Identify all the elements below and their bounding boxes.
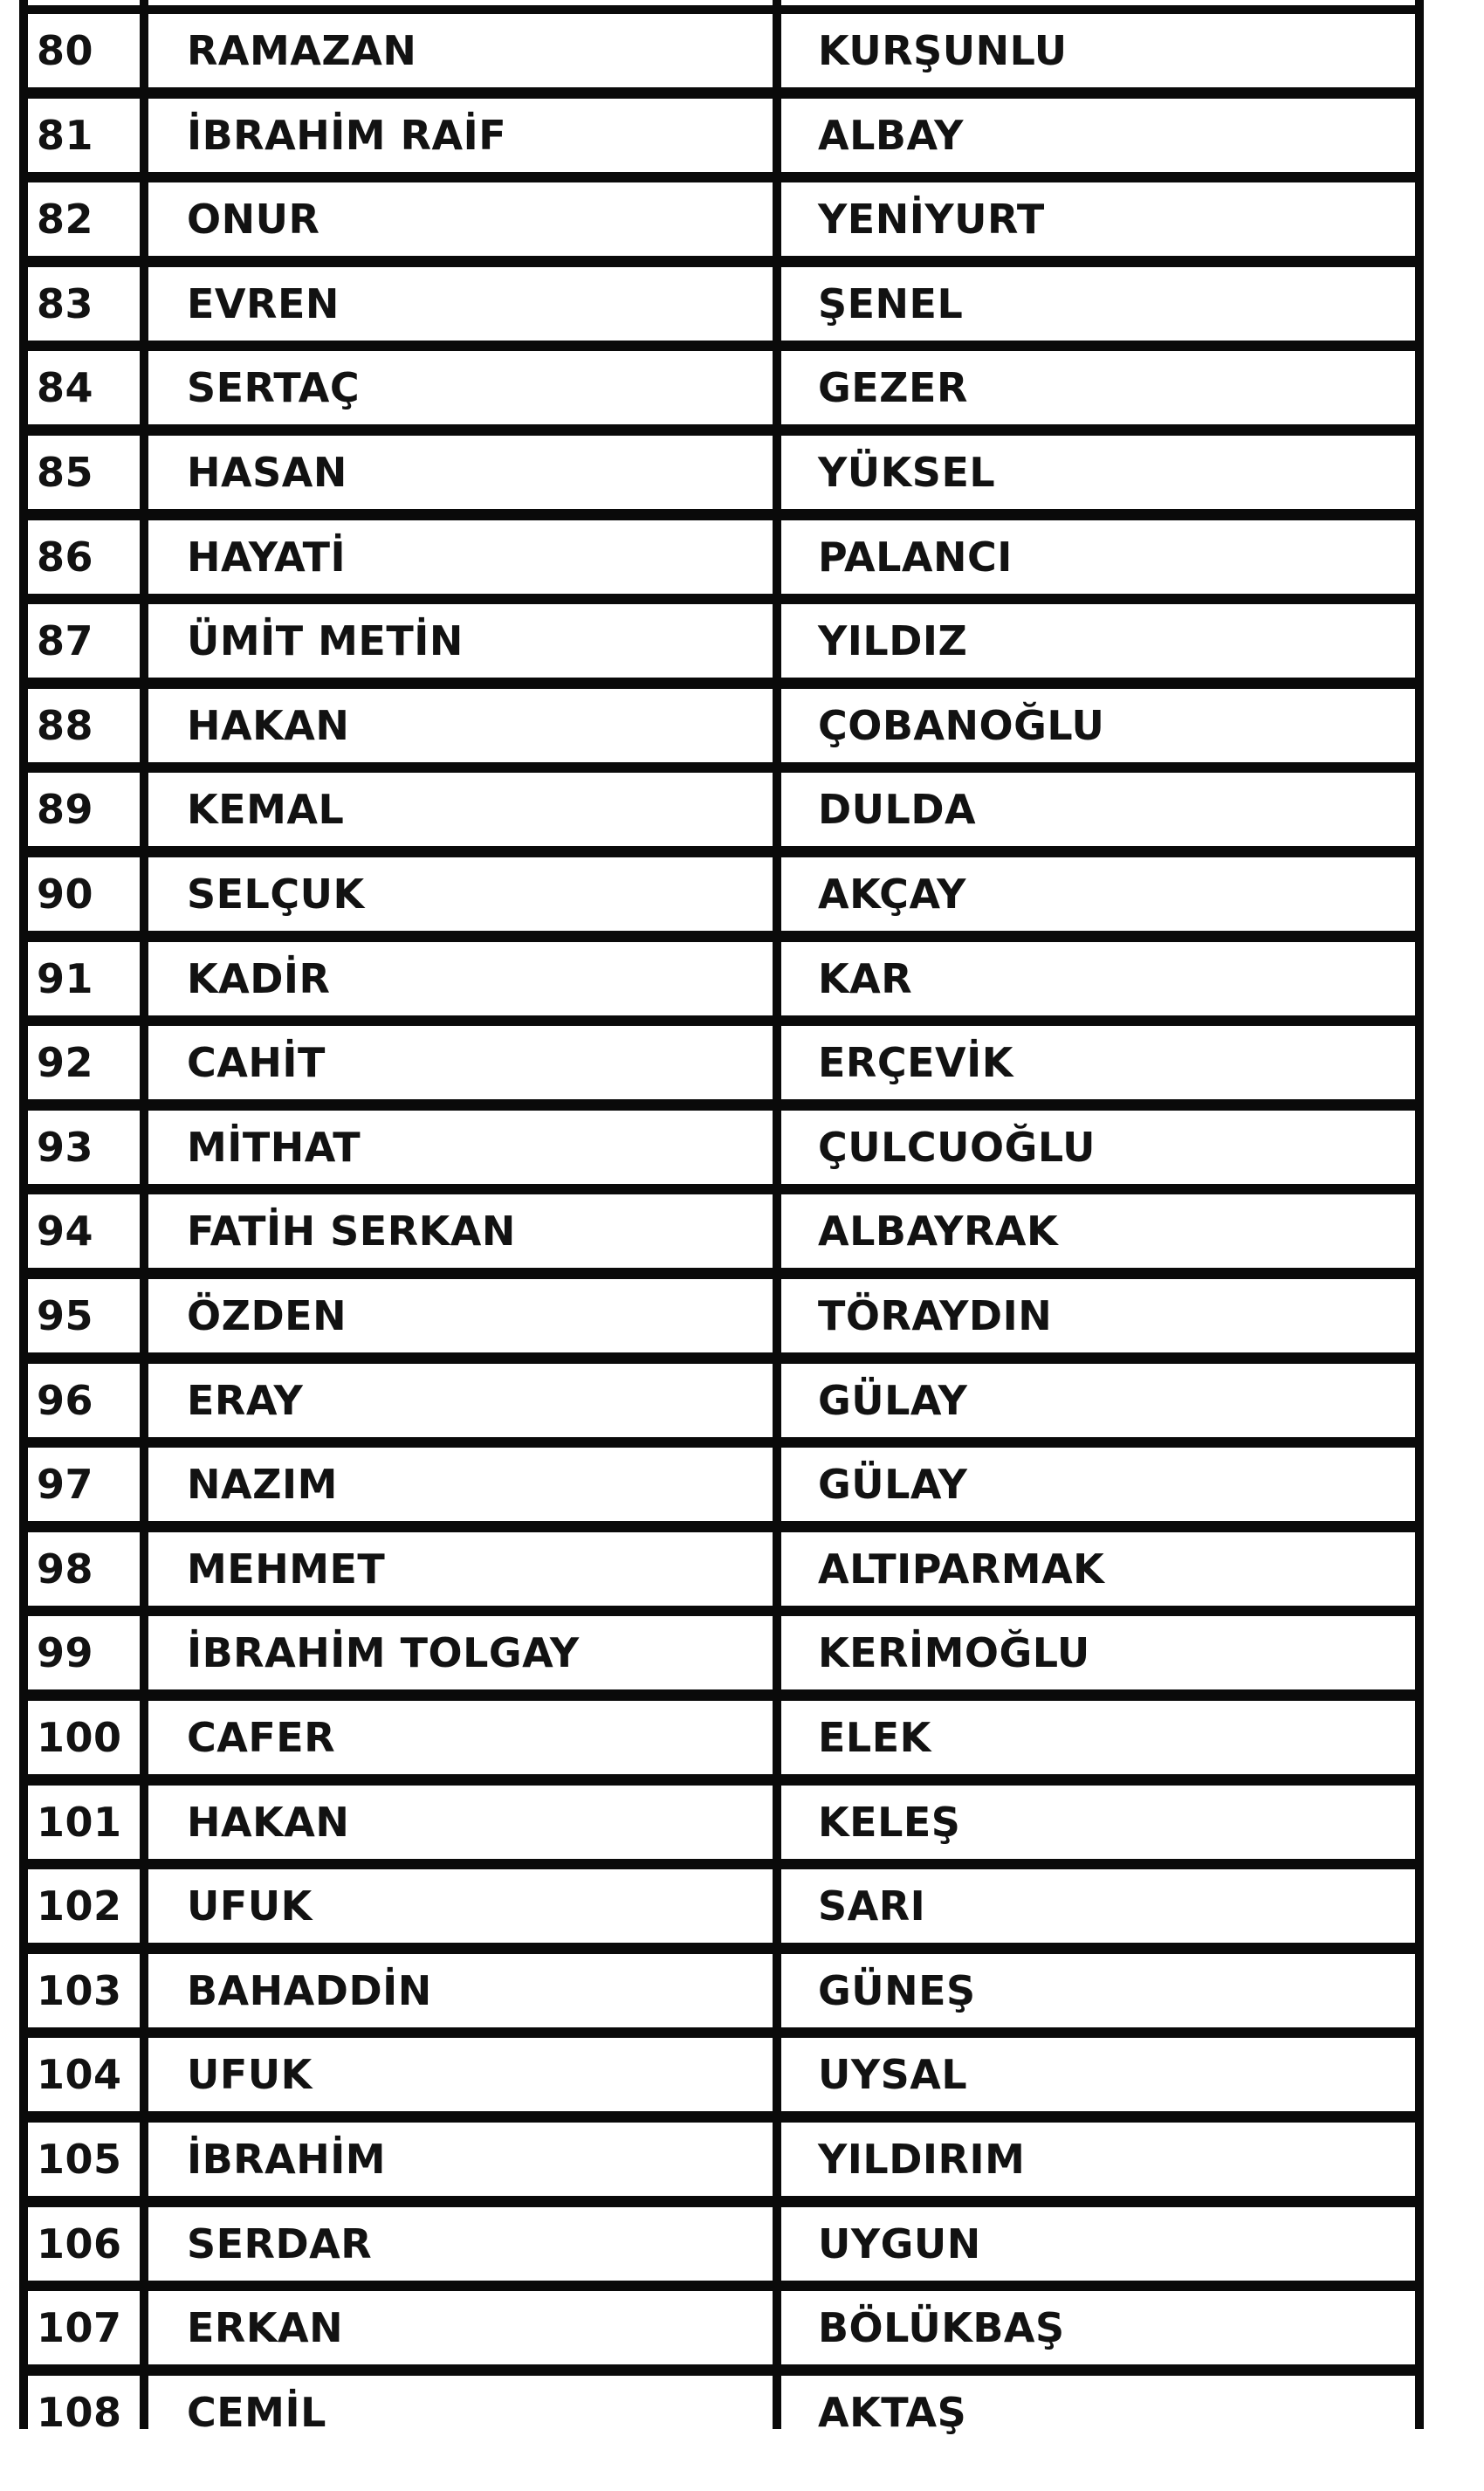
row-number-cell: 107 bbox=[28, 2291, 140, 2364]
last-name-cell: ÇULCUOĞLU bbox=[781, 1111, 1415, 1184]
first-name-cell: CAFER bbox=[148, 1701, 773, 1774]
row-number-cell: 80 bbox=[28, 14, 140, 87]
last-name-cell: ERÇEVİK bbox=[781, 1026, 1415, 1099]
row-number-cell: 97 bbox=[28, 1448, 140, 1521]
last-name-cell: DULDA bbox=[781, 773, 1415, 846]
table-row bbox=[19, 2291, 1424, 2375]
last-name-cell: UYGUN bbox=[781, 2207, 1415, 2281]
table-row bbox=[19, 1786, 1424, 1869]
last-name-cell: AKTAŞ bbox=[781, 2376, 1415, 2449]
first-name-cell: KEMAL bbox=[148, 773, 773, 846]
last-name-cell: KAR bbox=[781, 942, 1415, 1015]
table-row bbox=[19, 689, 1424, 773]
row-number-cell: 104 bbox=[28, 2038, 140, 2111]
first-name-cell: SERTAÇ bbox=[148, 351, 773, 424]
table-row bbox=[19, 942, 1424, 1026]
last-name-cell: KELEŞ bbox=[781, 1786, 1415, 1859]
last-name-cell: YILDIRIM bbox=[781, 2123, 1415, 2196]
row-number-cell: 90 bbox=[28, 857, 140, 931]
row-number-cell: 105 bbox=[28, 2123, 140, 2196]
first-name-cell: KADİR bbox=[148, 942, 773, 1015]
row-number-cell: 89 bbox=[28, 773, 140, 846]
row-number-cell: 85 bbox=[28, 436, 140, 509]
table-row bbox=[19, 1279, 1424, 1363]
first-name-cell: SELÇUK bbox=[148, 857, 773, 931]
row-number-cell: 95 bbox=[28, 1279, 140, 1352]
table-row bbox=[19, 182, 1424, 266]
row-number-cell: 93 bbox=[28, 1111, 140, 1184]
top-partial-cell bbox=[781, 0, 1415, 5]
table-row bbox=[19, 2038, 1424, 2122]
name-list-table bbox=[19, 0, 1424, 2436]
first-name-cell: BAHADDİN bbox=[148, 1954, 773, 2027]
row-number-cell: 83 bbox=[28, 267, 140, 341]
last-name-cell: AKÇAY bbox=[781, 857, 1415, 931]
first-name-cell: CAHİT bbox=[148, 1026, 773, 1099]
last-name-cell: TÖRAYDIN bbox=[781, 1279, 1415, 1352]
first-name-cell: NAZIM bbox=[148, 1448, 773, 1521]
last-name-cell: SARI bbox=[781, 1869, 1415, 1943]
row-number-cell: 106 bbox=[28, 2207, 140, 2281]
first-name-cell: RAMAZAN bbox=[148, 14, 773, 87]
table-row bbox=[19, 1364, 1424, 1448]
row-number-cell: 81 bbox=[28, 99, 140, 172]
first-name-cell: UFUK bbox=[148, 1869, 773, 1943]
first-name-cell: SERDAR bbox=[148, 2207, 773, 2281]
first-name-cell: ONUR bbox=[148, 182, 773, 256]
first-name-cell: İBRAHİM RAİF bbox=[148, 99, 773, 172]
table-row bbox=[19, 99, 1424, 182]
last-name-cell: YENİYURT bbox=[781, 182, 1415, 256]
row-number-cell: 88 bbox=[28, 689, 140, 762]
last-name-cell: GÜLAY bbox=[781, 1364, 1415, 1437]
row-number-cell: 94 bbox=[28, 1194, 140, 1268]
row-number-cell: 82 bbox=[28, 182, 140, 256]
last-name-cell: ALBAYRAK bbox=[781, 1194, 1415, 1268]
top-partial-cell bbox=[148, 0, 773, 5]
first-name-cell: MİTHAT bbox=[148, 1111, 773, 1184]
last-name-cell: KURŞUNLU bbox=[781, 14, 1415, 87]
row-number-cell: 103 bbox=[28, 1954, 140, 2027]
first-name-cell: UFUK bbox=[148, 2038, 773, 2111]
table-row bbox=[19, 1532, 1424, 1616]
row-number-cell: 87 bbox=[28, 604, 140, 678]
table-row bbox=[19, 1111, 1424, 1194]
table-row bbox=[19, 2123, 1424, 2206]
table-row bbox=[19, 2207, 1424, 2291]
first-name-cell: CEMİL bbox=[148, 2376, 773, 2449]
row-number-cell: 86 bbox=[28, 520, 140, 594]
last-name-cell: YÜKSEL bbox=[781, 436, 1415, 509]
last-name-cell: PALANCI bbox=[781, 520, 1415, 594]
table-row bbox=[19, 14, 1424, 98]
first-name-cell: İBRAHİM bbox=[148, 2123, 773, 2196]
last-name-cell: GÜLAY bbox=[781, 1448, 1415, 1521]
last-name-cell: ALBAY bbox=[781, 99, 1415, 172]
last-name-cell: GEZER bbox=[781, 351, 1415, 424]
last-name-cell: ÇOBANOĞLU bbox=[781, 689, 1415, 762]
table-row bbox=[19, 857, 1424, 941]
table-row bbox=[19, 1616, 1424, 1700]
last-name-cell: KERİMOĞLU bbox=[781, 1616, 1415, 1689]
first-name-cell: İBRAHİM TOLGAY bbox=[148, 1616, 773, 1689]
last-name-cell: UYSAL bbox=[781, 2038, 1415, 2111]
last-name-cell: GÜNEŞ bbox=[781, 1954, 1415, 2027]
first-name-cell: HASAN bbox=[148, 436, 773, 509]
row-number-cell: 101 bbox=[28, 1786, 140, 1859]
last-name-cell: YILDIZ bbox=[781, 604, 1415, 678]
row-number-cell: 92 bbox=[28, 1026, 140, 1099]
row-number-cell: 91 bbox=[28, 942, 140, 1015]
row-number-cell: 100 bbox=[28, 1701, 140, 1774]
row-number-cell: 99 bbox=[28, 1616, 140, 1689]
last-name-cell: ALTIPARMAK bbox=[781, 1532, 1415, 1606]
first-name-cell: EVREN bbox=[148, 267, 773, 341]
table-row bbox=[19, 1954, 1424, 2038]
last-name-cell: ELEK bbox=[781, 1701, 1415, 1774]
first-name-cell: MEHMET bbox=[148, 1532, 773, 1606]
top-partial-cell bbox=[28, 0, 140, 5]
first-name-cell: FATİH SERKAN bbox=[148, 1194, 773, 1268]
table-row bbox=[19, 436, 1424, 520]
first-name-cell: HAKAN bbox=[148, 1786, 773, 1859]
table-row bbox=[19, 1869, 1424, 1953]
row-number-cell: 102 bbox=[28, 1869, 140, 1943]
first-name-cell: ERAY bbox=[148, 1364, 773, 1437]
first-name-cell: HAKAN bbox=[148, 689, 773, 762]
row-number-cell: 84 bbox=[28, 351, 140, 424]
table-row bbox=[19, 1448, 1424, 1531]
table-row bbox=[19, 1194, 1424, 1278]
first-name-cell: HAYATİ bbox=[148, 520, 773, 594]
table-row bbox=[19, 351, 1424, 435]
table-row bbox=[19, 2376, 1424, 2460]
row-number-cell: 108 bbox=[28, 2376, 140, 2449]
table-row bbox=[19, 520, 1424, 604]
table-row bbox=[19, 1701, 1424, 1785]
table-row bbox=[19, 267, 1424, 351]
first-name-cell: ERKAN bbox=[148, 2291, 773, 2364]
table-row bbox=[19, 773, 1424, 857]
table-row bbox=[19, 604, 1424, 688]
row-number-cell: 96 bbox=[28, 1364, 140, 1437]
last-name-cell: ŞENEL bbox=[781, 267, 1415, 341]
row-number-cell: 98 bbox=[28, 1532, 140, 1606]
first-name-cell: ÜMİT METİN bbox=[148, 604, 773, 678]
first-name-cell: ÖZDEN bbox=[148, 1279, 773, 1352]
last-name-cell: BÖLÜKBAŞ bbox=[781, 2291, 1415, 2364]
table-row bbox=[19, 1026, 1424, 1110]
